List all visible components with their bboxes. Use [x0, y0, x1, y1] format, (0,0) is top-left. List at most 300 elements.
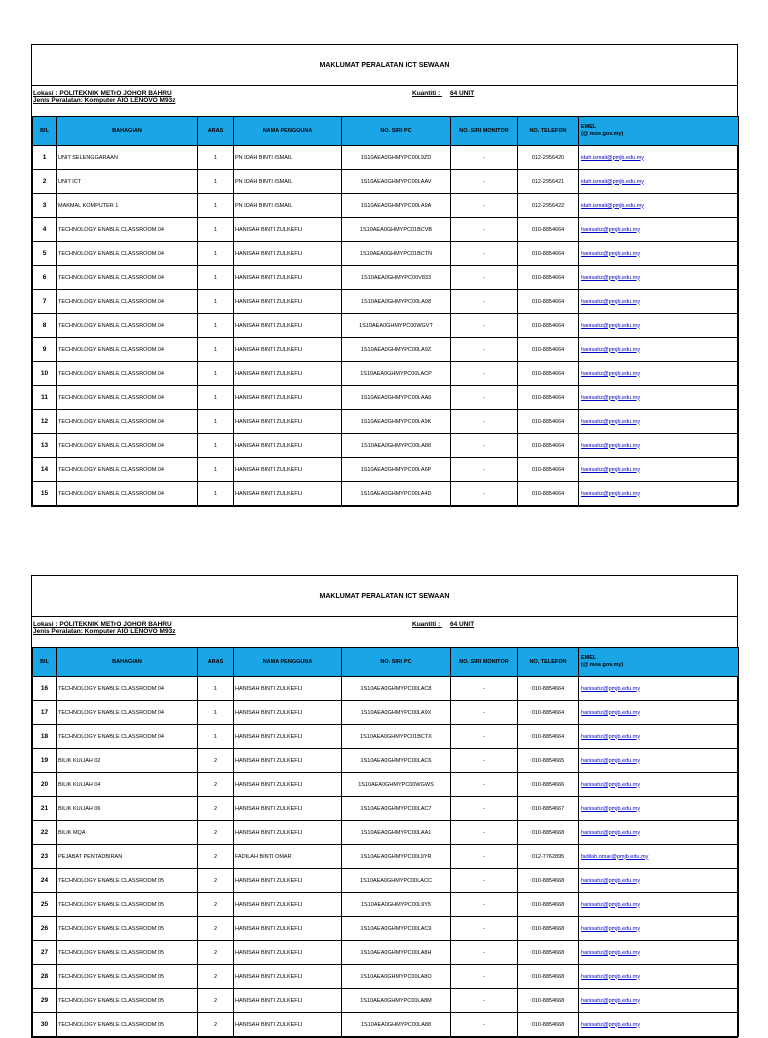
- email-link[interactable]: idah.ismail@pmjb.edu.my: [579, 146, 739, 170]
- equipment-table: [32, 116, 739, 506]
- cell-siri-monitor: -: [451, 458, 518, 482]
- cell-aras: 1: [198, 434, 234, 458]
- cell-bil: 19: [33, 749, 57, 773]
- cell-siri-pc: 1S10AEA0GHMYPC01BCTN: [342, 242, 451, 266]
- cell-siri-monitor: -: [451, 725, 518, 749]
- email-link[interactable]: hanisahz@pmjb.edu.my: [579, 821, 739, 845]
- cell-telefon: 010-8854664: [518, 725, 579, 749]
- col-header-emel: [579, 648, 739, 677]
- cell-siri-monitor: -: [451, 917, 518, 941]
- cell-bil: 8: [33, 314, 57, 338]
- cell-siri-pc: 1S10AEA0GHMYPC00LA88: [342, 1013, 451, 1037]
- cell-telefon: 010-8854664: [518, 701, 579, 725]
- cell-nama-pengguna: HANISAH BINTI ZULKEFLI: [234, 701, 342, 725]
- cell-aras: 2: [198, 1013, 234, 1037]
- cell-bil: 13: [33, 434, 57, 458]
- cell-telefon: 012-7762895: [518, 845, 579, 869]
- table-row: [33, 386, 739, 410]
- cell-bil: 9: [33, 338, 57, 362]
- table-row: [33, 965, 739, 989]
- email-link[interactable]: hanisahz@pmjb.edu.my: [579, 773, 739, 797]
- cell-telefon: 010-8854666: [518, 773, 579, 797]
- cell-bil: 1: [33, 146, 57, 170]
- cell-bahagian: BILIK KULIAH 04: [57, 773, 198, 797]
- email-link[interactable]: fadilah.omar@pmjb.edu.my: [579, 845, 739, 869]
- cell-bil: 23: [33, 845, 57, 869]
- cell-bahagian: TECHNOLOGY ENABLE CLASSROOM 05: [57, 893, 198, 917]
- col-header-bil: BIL: [33, 117, 57, 146]
- cell-siri-pc: 1S10AEA0GHMYPC00L9YR: [342, 845, 451, 869]
- cell-bil: 20: [33, 773, 57, 797]
- cell-bil: 25: [33, 893, 57, 917]
- cell-bil: 21: [33, 797, 57, 821]
- cell-bil: 6: [33, 266, 57, 290]
- cell-siri-monitor: -: [451, 242, 518, 266]
- cell-aras: 2: [198, 797, 234, 821]
- table-row: [33, 434, 739, 458]
- cell-bil: 22: [33, 821, 57, 845]
- table-row: [33, 290, 739, 314]
- table-row: [33, 362, 739, 386]
- header-row: [33, 648, 739, 677]
- cell-bahagian: TECHNOLOGY ENABLE CLASSROOM 04: [57, 458, 198, 482]
- cell-siri-monitor: -: [451, 194, 518, 218]
- cell-siri-monitor: -: [451, 965, 518, 989]
- cell-bahagian: TECHNOLOGY ENABLE CLASSROOM 04: [57, 701, 198, 725]
- cell-siri-monitor: -: [451, 482, 518, 506]
- cell-telefon: 010-8854664: [518, 458, 579, 482]
- cell-telefon: 012-2956420: [518, 146, 579, 170]
- cell-siri-pc: 1S10AEA0GHMYPC00LAC6: [342, 749, 451, 773]
- cell-bahagian: TECHNOLOGY ENABLE CLASSROOM 05: [57, 917, 198, 941]
- cell-nama-pengguna: HANISAH BINTI ZULKEFLI: [234, 338, 342, 362]
- cell-nama-pengguna: HANISAH BINTI ZULKEFLI: [234, 797, 342, 821]
- sheet-meta: [32, 617, 737, 647]
- cell-aras: 1: [198, 290, 234, 314]
- cell-telefon: 010-8854668: [518, 917, 579, 941]
- cell-siri-pc: 1S10AEA0GHMYPC00LAA1: [342, 821, 451, 845]
- cell-aras: 1: [198, 170, 234, 194]
- table-row: [33, 917, 739, 941]
- col-header-siri-monitor: NO. SIRI MONITOR: [451, 648, 518, 677]
- cell-bahagian: TECHNOLOGY ENABLE CLASSROOM 05: [57, 965, 198, 989]
- cell-siri-monitor: -: [451, 845, 518, 869]
- cell-telefon: 010-8854664: [518, 218, 579, 242]
- cell-bahagian: TECHNOLOGY ENABLE CLASSROOM 04: [57, 242, 198, 266]
- table-row: [33, 314, 739, 338]
- cell-nama-pengguna: HANISAH BINTI ZULKEFLI: [234, 749, 342, 773]
- cell-siri-pc: 1S10AEA0GHMYPC00LACC: [342, 869, 451, 893]
- kuantiti-value: 64 UNIT: [449, 90, 475, 97]
- cell-bil: 3: [33, 194, 57, 218]
- cell-siri-pc: 1S10AEA0GHMYPC00LAC7: [342, 797, 451, 821]
- email-link[interactable]: hanisahz@pmjb.edu.my: [579, 458, 739, 482]
- cell-siri-monitor: -: [451, 869, 518, 893]
- cell-telefon: 012-2956421: [518, 170, 579, 194]
- table-row: [33, 869, 739, 893]
- email-link[interactable]: hanisahz@pmjb.edu.my: [579, 749, 739, 773]
- kuantiti-line: [412, 621, 474, 628]
- cell-siri-pc: 1S10AEA0GHMYPC00WGWS: [342, 773, 451, 797]
- cell-bil: 12: [33, 410, 57, 434]
- lokasi-line: [33, 90, 172, 97]
- lokasi-value: POLITEKNIK METrO JOHOR BAHRU: [59, 90, 172, 97]
- table-row: [33, 845, 739, 869]
- cell-aras: 1: [198, 266, 234, 290]
- cell-nama-pengguna: HANISAH BINTI ZULKEFLI: [234, 965, 342, 989]
- cell-aras: 1: [198, 701, 234, 725]
- cell-aras: 1: [198, 338, 234, 362]
- col-header-telefon: NO. TELEFON: [518, 648, 579, 677]
- cell-siri-pc: 1S10AEA0GHMYPC00WGVT: [342, 314, 451, 338]
- cell-aras: 2: [198, 893, 234, 917]
- cell-telefon: 010-8854664: [518, 266, 579, 290]
- email-link[interactable]: hanisahz@pmjb.edu.my: [579, 917, 739, 941]
- sheet-title: MAKLUMAT PERALATAN ICT SEWAAN: [32, 45, 737, 86]
- email-link[interactable]: hanisahz@pmjb.edu.my: [579, 869, 739, 893]
- cell-bahagian: TECHNOLOGY ENABLE CLASSROOM 04: [57, 338, 198, 362]
- cell-siri-monitor: -: [451, 338, 518, 362]
- col-header-nama: NAMA PENGGUNA: [234, 117, 342, 146]
- cell-telefon: 010-8854664: [518, 242, 579, 266]
- cell-siri-monitor: -: [451, 677, 518, 701]
- email-link[interactable]: hanisahz@pmjb.edu.my: [579, 893, 739, 917]
- table-row: [33, 941, 739, 965]
- email-link[interactable]: hanisahz@pmjb.edu.my: [579, 482, 739, 506]
- jenis-value: Komputer AIO LENOVO M93z: [84, 628, 176, 635]
- table-row: [33, 797, 739, 821]
- cell-nama-pengguna: HANISAH BINTI ZULKEFLI: [234, 314, 342, 338]
- cell-bil: 24: [33, 869, 57, 893]
- cell-telefon: 010-8854665: [518, 749, 579, 773]
- email-link[interactable]: hanisahz@pmjb.edu.my: [579, 290, 739, 314]
- col-header-aras: ARAS: [198, 117, 234, 146]
- col-header-nama: NAMA PENGGUNA: [234, 648, 342, 677]
- sheet-2: [31, 575, 738, 1038]
- cell-nama-pengguna: HANISAH BINTI ZULKEFLI: [234, 218, 342, 242]
- cell-bil: 10: [33, 362, 57, 386]
- cell-siri-pc: 1S10AEA0GHMYPC00LA9K: [342, 410, 451, 434]
- cell-siri-pc: 1S10AEA0GHMYPC00LA88: [342, 434, 451, 458]
- email-link[interactable]: hanisahz@pmjb.edu.my: [579, 965, 739, 989]
- cell-siri-pc: 1S10AEA0GHMYPC00LA9A: [342, 194, 451, 218]
- cell-siri-monitor: -: [451, 170, 518, 194]
- cell-bahagian: TECHNOLOGY ENABLE CLASSROOM 04: [57, 434, 198, 458]
- email-link[interactable]: idah.ismail@pmjb.edu.my: [579, 194, 739, 218]
- lokasi-value: POLITEKNIK METrO JOHOR BAHRU: [59, 621, 172, 628]
- cell-aras: 1: [198, 386, 234, 410]
- cell-siri-monitor: -: [451, 821, 518, 845]
- cell-aras: 1: [198, 242, 234, 266]
- cell-siri-monitor: -: [451, 434, 518, 458]
- emel-header-line1: EMEL: [581, 124, 597, 130]
- cell-telefon: 010-8854664: [518, 434, 579, 458]
- table-row: [33, 482, 739, 506]
- cell-aras: 2: [198, 869, 234, 893]
- cell-bil: 17: [33, 701, 57, 725]
- lokasi-label: Lokasi :: [33, 90, 58, 97]
- cell-siri-pc: 1S10AEA0GHMYPC00L9Y5: [342, 893, 451, 917]
- cell-nama-pengguna: HANISAH BINTI ZULKEFLI: [234, 242, 342, 266]
- cell-aras: 2: [198, 989, 234, 1013]
- cell-siri-monitor: -: [451, 362, 518, 386]
- cell-telefon: 010-8854668: [518, 941, 579, 965]
- cell-bil: 7: [33, 290, 57, 314]
- cell-bahagian: TECHNOLOGY ENABLE CLASSROOM 05: [57, 941, 198, 965]
- col-header-siri-pc: NO. SIRI PC: [342, 648, 451, 677]
- cell-telefon: 012-2956422: [518, 194, 579, 218]
- kuantiti-label: Kuantiti :: [412, 621, 441, 628]
- col-header-siri-monitor: NO. SIRI MONITOR: [451, 117, 518, 146]
- cell-siri-monitor: -: [451, 410, 518, 434]
- table-row: [33, 338, 739, 362]
- email-link[interactable]: hanisahz@pmjb.edu.my: [579, 242, 739, 266]
- cell-aras: 1: [198, 218, 234, 242]
- jenis-label: Jenis Peralatan:: [33, 97, 83, 104]
- cell-aras: 1: [198, 677, 234, 701]
- email-link[interactable]: hanisahz@pmjb.edu.my: [579, 797, 739, 821]
- cell-aras: 2: [198, 749, 234, 773]
- cell-siri-pc: 1S10AEA0GHMYPC00LAC8: [342, 677, 451, 701]
- email-link[interactable]: hanisahz@pmjb.edu.my: [579, 989, 739, 1013]
- sheet-title: MAKLUMAT PERALATAN ICT SEWAAN: [32, 576, 737, 617]
- sheet-meta: [32, 86, 737, 116]
- email-link[interactable]: hanisahz@pmjb.edu.my: [579, 701, 739, 725]
- cell-bil: 15: [33, 482, 57, 506]
- email-link[interactable]: idah.ismail@pmjb.edu.my: [579, 170, 739, 194]
- table-row: [33, 773, 739, 797]
- cell-nama-pengguna: HANISAH BINTI ZULKEFLI: [234, 917, 342, 941]
- email-link[interactable]: hanisahz@pmjb.edu.my: [579, 362, 739, 386]
- cell-siri-monitor: -: [451, 1013, 518, 1037]
- cell-bahagian: PEJABAT PENTADBIRAN: [57, 845, 198, 869]
- email-link[interactable]: hanisahz@pmjb.edu.my: [579, 434, 739, 458]
- cell-nama-pengguna: HANISAH BINTI ZULKEFLI: [234, 725, 342, 749]
- col-header-aras: ARAS: [198, 648, 234, 677]
- cell-siri-monitor: -: [451, 773, 518, 797]
- cell-nama-pengguna: HANISAH BINTI ZULKEFLI: [234, 434, 342, 458]
- cell-siri-monitor: -: [451, 290, 518, 314]
- cell-telefon: 010-8854664: [518, 482, 579, 506]
- emel-header-line2: (@ moe.gov.my): [581, 131, 624, 137]
- cell-bil: 16: [33, 677, 57, 701]
- cell-bahagian: MAKMAL KOMPUTER 1: [57, 194, 198, 218]
- cell-siri-monitor: -: [451, 893, 518, 917]
- cell-nama-pengguna: FADILAH BINTI OMAR: [234, 845, 342, 869]
- cell-siri-pc: 1S10AEA0GHMYPC00LA8M: [342, 989, 451, 1013]
- col-header-bahagian: BAHAGIAN: [57, 648, 198, 677]
- table-row: [33, 725, 739, 749]
- col-header-bahagian: BAHAGIAN: [57, 117, 198, 146]
- cell-siri-pc: 1S10AEA0GHMYPC00LA8O: [342, 965, 451, 989]
- cell-bahagian: TECHNOLOGY ENABLE CLASSROOM 05: [57, 869, 198, 893]
- jenis-line: [33, 628, 175, 635]
- cell-bil: 2: [33, 170, 57, 194]
- cell-telefon: 010-8854668: [518, 893, 579, 917]
- lokasi-line: [33, 621, 172, 628]
- cell-bahagian: TECHNOLOGY ENABLE CLASSROOM 04: [57, 266, 198, 290]
- cell-bahagian: TECHNOLOGY ENABLE CLASSROOM 04: [57, 362, 198, 386]
- cell-telefon: 010-8854667: [518, 797, 579, 821]
- table-row: [33, 701, 739, 725]
- email-link[interactable]: hanisahz@pmjb.edu.my: [579, 725, 739, 749]
- email-link[interactable]: hanisahz@pmjb.edu.my: [579, 218, 739, 242]
- cell-nama-pengguna: HANISAH BINTI ZULKEFLI: [234, 458, 342, 482]
- cell-siri-pc: 1S10AEA0GHMYPC00LA9X: [342, 701, 451, 725]
- cell-aras: 1: [198, 482, 234, 506]
- cell-nama-pengguna: HANISAH BINTI ZULKEFLI: [234, 290, 342, 314]
- email-link[interactable]: hanisahz@pmjb.edu.my: [579, 314, 739, 338]
- email-link[interactable]: hanisahz@pmjb.edu.my: [579, 338, 739, 362]
- cell-bahagian: TECHNOLOGY ENABLE CLASSROOM 04: [57, 290, 198, 314]
- col-header-emel: [579, 117, 739, 146]
- table-row: [33, 194, 739, 218]
- cell-siri-monitor: -: [451, 797, 518, 821]
- cell-bahagian: TECHNOLOGY ENABLE CLASSROOM 05: [57, 989, 198, 1013]
- col-header-telefon: NO. TELEFON: [518, 117, 579, 146]
- cell-bil: 11: [33, 386, 57, 410]
- cell-aras: 2: [198, 845, 234, 869]
- cell-nama-pengguna: HANISAH BINTI ZULKEFLI: [234, 362, 342, 386]
- cell-siri-monitor: -: [451, 146, 518, 170]
- cell-nama-pengguna: HANISAH BINTI ZULKEFLI: [234, 386, 342, 410]
- cell-nama-pengguna: HANISAH BINTI ZULKEFLI: [234, 941, 342, 965]
- cell-aras: 2: [198, 821, 234, 845]
- cell-aras: 2: [198, 941, 234, 965]
- cell-siri-pc: 1S10AEA0GHMYPC00LA6P: [342, 458, 451, 482]
- cell-siri-pc: 1S10AEA0GHMYPC01BCTX: [342, 725, 451, 749]
- col-header-bil: BIL: [33, 648, 57, 677]
- table-body: [33, 146, 739, 506]
- cell-bil: 14: [33, 458, 57, 482]
- cell-siri-pc: 1S10AEA0GHMYPC00LAAV: [342, 170, 451, 194]
- cell-aras: 2: [198, 917, 234, 941]
- cell-bahagian: UNIT ICT: [57, 170, 198, 194]
- table-row: [33, 749, 739, 773]
- equipment-table: [32, 647, 739, 1037]
- emel-header-line1: EMEL: [581, 655, 597, 661]
- cell-aras: 1: [198, 362, 234, 386]
- cell-bahagian: BILIK KULIAH 06: [57, 797, 198, 821]
- cell-nama-pengguna: HANISAH BINTI ZULKEFLI: [234, 482, 342, 506]
- table-row: [33, 677, 739, 701]
- jenis-label: Jenis Peralatan:: [33, 628, 83, 635]
- cell-nama-pengguna: HANISAH BINTI ZULKEFLI: [234, 989, 342, 1013]
- cell-bahagian: TECHNOLOGY ENABLE CLASSROOM 04: [57, 410, 198, 434]
- cell-aras: 1: [198, 314, 234, 338]
- cell-bahagian: TECHNOLOGY ENABLE CLASSROOM 04: [57, 482, 198, 506]
- cell-telefon: 010-8854664: [518, 338, 579, 362]
- email-link[interactable]: hanisahz@pmjb.edu.my: [579, 266, 739, 290]
- cell-telefon: 010-8854668: [518, 965, 579, 989]
- table-row: [33, 821, 739, 845]
- cell-siri-pc: 1S10AEA0GHMYPC00LACP: [342, 362, 451, 386]
- cell-bahagian: TECHNOLOGY ENABLE CLASSROOM 04: [57, 677, 198, 701]
- cell-telefon: 010-8854668: [518, 869, 579, 893]
- cell-nama-pengguna: PN IDAH BINTI ISMAIL: [234, 194, 342, 218]
- cell-siri-pc: 1S10AEA0GHMYPC00LAC9: [342, 917, 451, 941]
- cell-nama-pengguna: HANISAH BINTI ZULKEFLI: [234, 893, 342, 917]
- cell-telefon: 010-8854668: [518, 1013, 579, 1037]
- cell-bahagian: UNIT SELENGGARAAN: [57, 146, 198, 170]
- cell-siri-pc: 1S10AEA0GHMYPC00LAA6: [342, 386, 451, 410]
- table-row: [33, 893, 739, 917]
- cell-aras: 1: [198, 146, 234, 170]
- cell-siri-monitor: -: [451, 218, 518, 242]
- cell-bil: 28: [33, 965, 57, 989]
- cell-siri-pc: 1S10AEA0GHMYPC01BCVB: [342, 218, 451, 242]
- table-row: [33, 146, 739, 170]
- cell-aras: 1: [198, 410, 234, 434]
- jenis-value: Komputer AIO LENOVO M93z: [84, 97, 176, 104]
- cell-telefon: 010-8854664: [518, 290, 579, 314]
- lokasi-label: Lokasi :: [33, 621, 58, 628]
- email-link[interactable]: hanisahz@pmjb.edu.my: [579, 677, 739, 701]
- email-link[interactable]: hanisahz@pmjb.edu.my: [579, 941, 739, 965]
- cell-bil: 4: [33, 218, 57, 242]
- cell-bil: 18: [33, 725, 57, 749]
- cell-aras: 2: [198, 773, 234, 797]
- cell-bil: 26: [33, 917, 57, 941]
- col-header-siri-pc: NO. SIRI PC: [342, 117, 451, 146]
- cell-siri-monitor: -: [451, 701, 518, 725]
- cell-siri-pc: 1S10AEA0GHMYPC00V833: [342, 266, 451, 290]
- cell-bahagian: BILIK KULIAH 02: [57, 749, 198, 773]
- cell-bahagian: TECHNOLOGY ENABLE CLASSROOM 04: [57, 218, 198, 242]
- cell-bahagian: TECHNOLOGY ENABLE CLASSROOM 04: [57, 386, 198, 410]
- table-row: [33, 458, 739, 482]
- email-link[interactable]: hanisahz@pmjb.edu.my: [579, 410, 739, 434]
- cell-telefon: 010-8854664: [518, 362, 579, 386]
- table-row: [33, 242, 739, 266]
- cell-nama-pengguna: PN IDAH BINTI ISMAIL: [234, 146, 342, 170]
- cell-bahagian: TECHNOLOGY ENABLE CLASSROOM 04: [57, 725, 198, 749]
- cell-siri-monitor: -: [451, 266, 518, 290]
- table-row: [33, 266, 739, 290]
- cell-nama-pengguna: HANISAH BINTI ZULKEFLI: [234, 773, 342, 797]
- cell-telefon: 010-8854668: [518, 989, 579, 1013]
- cell-nama-pengguna: HANISAH BINTI ZULKEFLI: [234, 266, 342, 290]
- cell-aras: 2: [198, 965, 234, 989]
- table-row: [33, 218, 739, 242]
- table-row: [33, 989, 739, 1013]
- cell-siri-monitor: -: [451, 386, 518, 410]
- emel-header-line2: (@ moe.gov.my): [581, 662, 624, 668]
- cell-siri-pc: 1S10AEA0GHMYPC00LA8H: [342, 941, 451, 965]
- table-row: [33, 410, 739, 434]
- table-row: [33, 170, 739, 194]
- cell-telefon: 010-8854664: [518, 410, 579, 434]
- cell-telefon: 010-8854668: [518, 821, 579, 845]
- cell-bil: 30: [33, 1013, 57, 1037]
- cell-aras: 1: [198, 194, 234, 218]
- cell-telefon: 010-8854664: [518, 314, 579, 338]
- cell-telefon: 010-8854664: [518, 386, 579, 410]
- cell-bil: 27: [33, 941, 57, 965]
- kuantiti-value: 64 UNIT: [449, 621, 475, 628]
- cell-telefon: 010-8854664: [518, 677, 579, 701]
- cell-siri-pc: 1S10AEA0GHMYPC00LA4D: [342, 482, 451, 506]
- email-link[interactable]: hanisahz@pmjb.edu.my: [579, 1013, 739, 1037]
- cell-aras: 1: [198, 725, 234, 749]
- cell-nama-pengguna: HANISAH BINTI ZULKEFLI: [234, 821, 342, 845]
- cell-nama-pengguna: PN IDAH BINTI ISMAIL: [234, 170, 342, 194]
- email-link[interactable]: hanisahz@pmjb.edu.my: [579, 386, 739, 410]
- cell-bahagian: TECHNOLOGY ENABLE CLASSROOM 04: [57, 314, 198, 338]
- sheet-1: [31, 44, 738, 507]
- kuantiti-line: [412, 90, 474, 97]
- kuantiti-label: Kuantiti :: [412, 90, 441, 97]
